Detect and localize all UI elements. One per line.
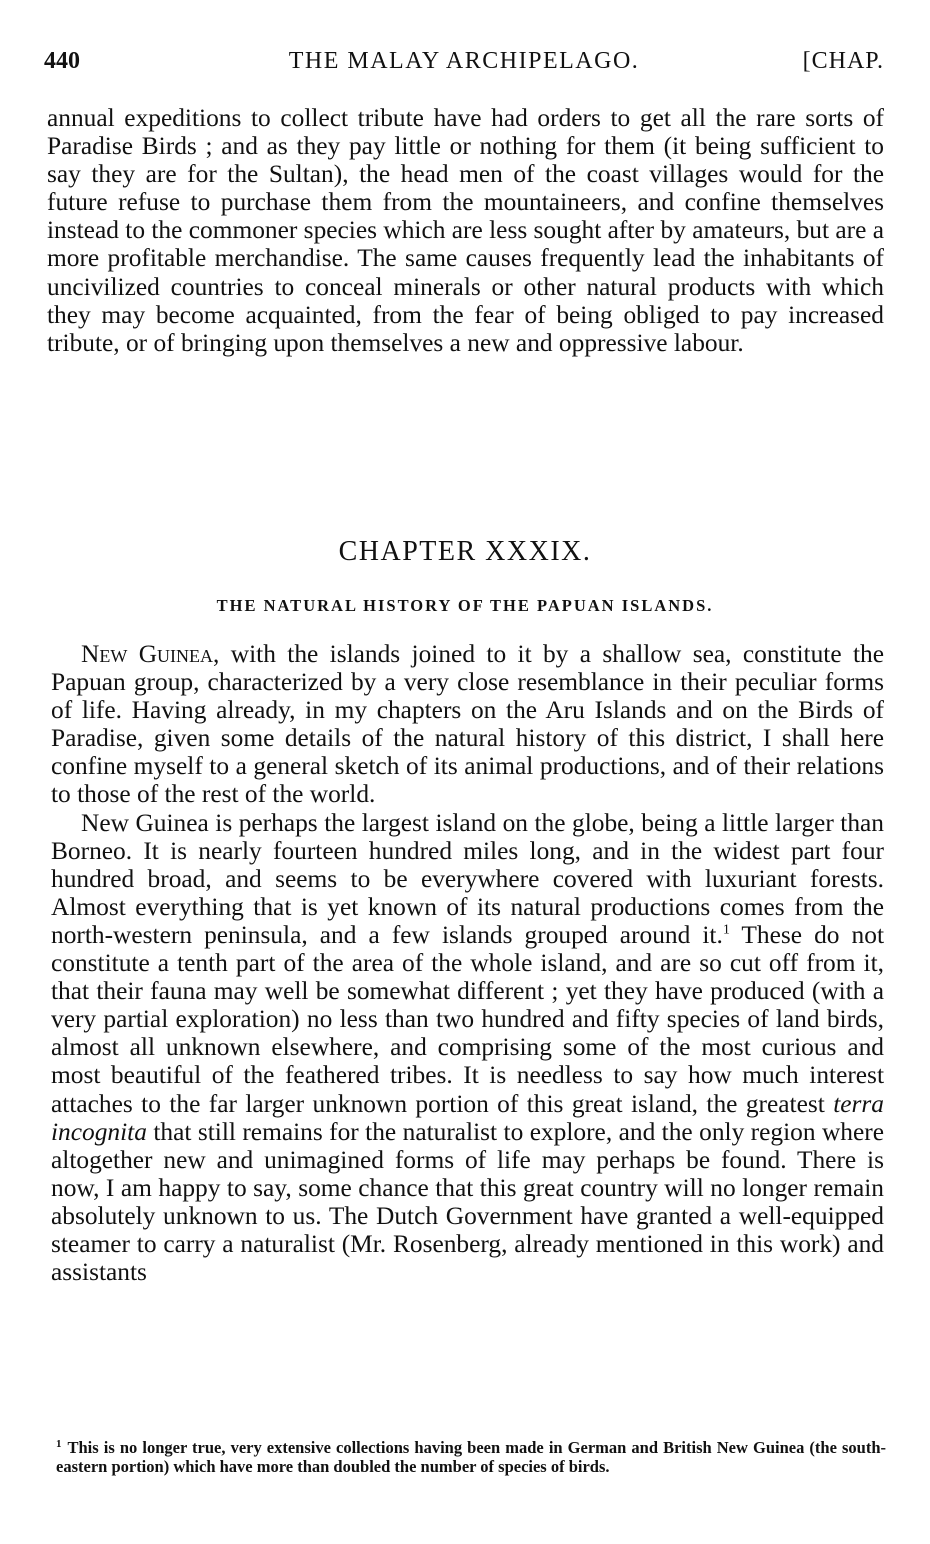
footnote: [56, 1438, 886, 1476]
paragraph-1-text: with the islands joined to it by a shallow sea, constitute the Papuan group, characterized by a very close resemblance in their peculiar forms of life. Having already, in my chapters on the Aru Islands and on the Birds of Paradise, given some details of the natural history of this district, I shall here confine myself to a general sketch of its animal productions, and of their relations to those of the rest of the world.: [51, 640, 885, 809]
italic-phrase: terra incognita: [51, 1089, 884, 1146]
continuation-block: [47, 104, 884, 357]
footnote-text: This is no longer true, very extensive collections having been made in German and British New Guinea (the south-eastern portion) which have more than doubled the number of species of birds.: [56, 1438, 886, 1476]
footnote-mark: 1: [56, 1437, 62, 1450]
paragraph-2: [51, 809, 884, 1287]
running-header: [44, 46, 884, 76]
paragraph-2-part-b: These do not constitute a tenth part of the area of the whole island, and are so cut off from it, that their fauna may well be somewhat different ; yet they have produced (with a very partial exploration) no less than two hundred and fifty species of land birds, almost all unknown elsewhere, and comprising some of the most curious and most beautiful of the feathered tribes. It is needless to say how much interest attaches to the far larger unknown portion of this great island, the greatest: [51, 920, 885, 1118]
running-title: THE MALAY ARCHIPELAGO.: [288, 48, 640, 74]
paragraph-1-lead: New Guinea,: [81, 640, 220, 668]
page-number: 440: [44, 48, 80, 74]
chapter-subtitle: THE NATURAL HISTORY OF THE PAPUAN ISLANDS.: [216, 596, 714, 615]
chapter-body: [51, 640, 884, 1286]
continuation-paragraph: annual expeditions to collect tribute have had orders to get all the rare sorts of Paradise Birds ; and as they pay little or nothing for them (it being sufficient to say they are for the Sultan), the head men of the coast villages would for the future refuse to purchase them from the mountaineers, and confine themselves instead to the commoner species which are less sought after by amateurs, but are a more profitable merchandise. The same causes frequently lead the inhabitants of uncivilized countries to conceal minerals or other natural products with which they may become acquainted, from the fear of being obliged to pay increased tribute, or of bringing upon themselves a new and oppressive labour.: [47, 104, 884, 357]
paragraph-1: [51, 640, 884, 809]
paragraph-2-part-a: New Guinea is perhaps the largest island on the globe, being a little larger than Borneo. It is nearly fourteen hundred miles long, and in the widest part four hundred broad, and seems to be everywhere covered with luxuriant forests. Almost everything that is yet known of its natural productions comes from the north-western peninsula, and a few islands grouped around it.: [51, 808, 884, 949]
chapter-reference: [CHAP.: [802, 48, 884, 74]
chapter-title: CHAPTER XXXIX.: [338, 536, 592, 567]
footnote-reference[interactable]: 1: [722, 922, 730, 938]
paragraph-2-part-c: that still remains for the naturalist to explore, and the only region where altogether new and unimagined forms of life may perhaps be found. There is now, I am happy to say, some chance that this great country will no longer remain absolutely unknown to us. The Dutch Government have granted a well-equipped steamer to carry a naturalist (Mr. Rosenberg, already mentioned in this work) and assistants: [51, 1117, 884, 1287]
